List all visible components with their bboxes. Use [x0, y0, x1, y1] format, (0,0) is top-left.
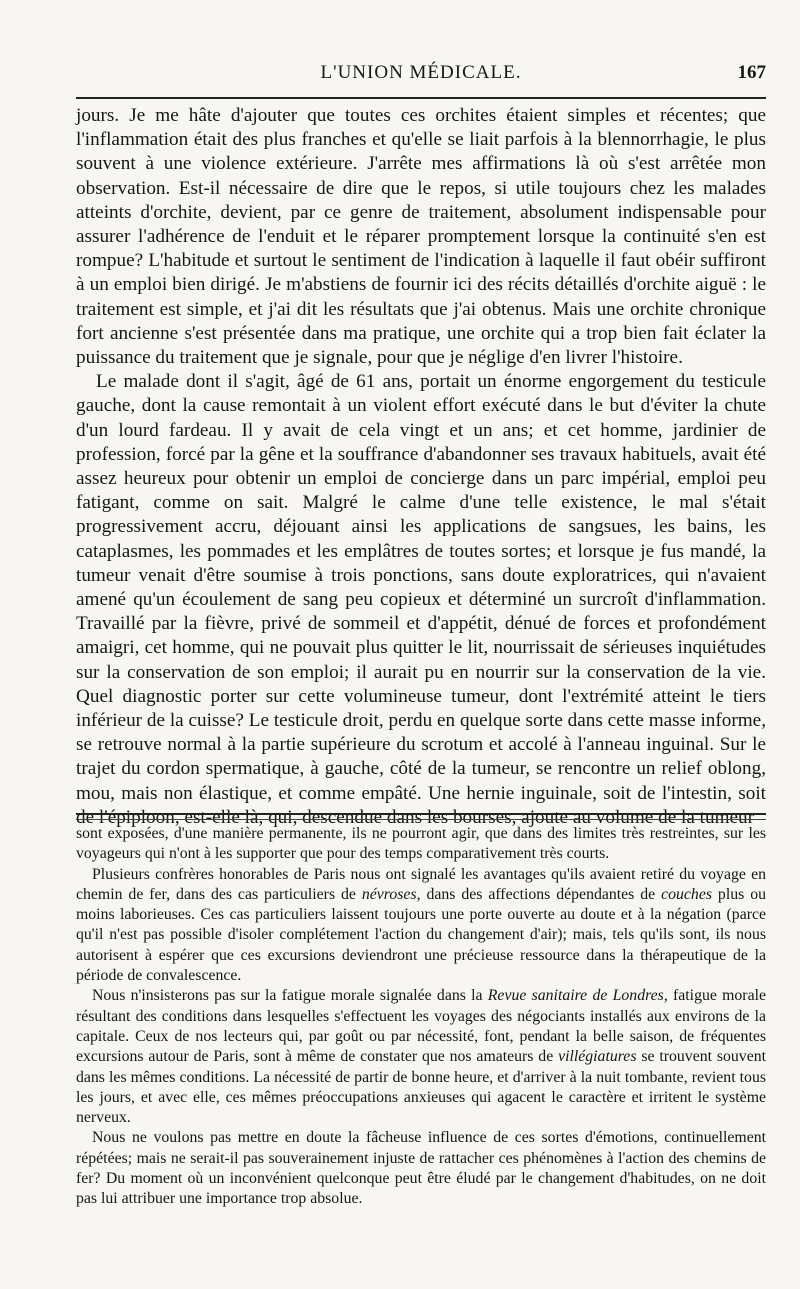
note-text: , dans des affections dépendantes de [416, 885, 662, 903]
journal-title: L'UNION MÉDICALE. [320, 62, 522, 83]
note-emphasis: névroses [361, 885, 417, 903]
header-rule [76, 97, 766, 99]
note-paragraph-4: Nous ne voulons pas mettre en doute la fâcheuse influence de ces sortes d'émotions, continuellement répétées; mais ne serait-il pas souverainement injuste de rattacher ces phénomènes à l'action des chemins de fer? Du moment où un inconvénient quelconque peut être éludé par le changement d'habitudes, on ne doit pas lui attribuer une importance trop absolue. [76, 1129, 766, 1208]
note-text: se trouvent souvent dans les mêmes conditions. La nécessité de partir de bonne heure, et d'arriver à la nuit tombante, revient tous les jours, et avec elle, ces mêmes préoccupations anxieuses qui agacent le caractère et irritent le système nerveux. [76, 1048, 766, 1127]
note-text: plus ou moins laborieuses. Ces cas particuliers laissent toujours une porte ouverte au doute et à la négation (parce qu'il n'est pas possible d'isoler complétement l'action du changement d'air); mais, tels qu'ils sont, ils nous autorisent à espérer que ces excursions deviendront une précieuse ressource dans la thérapeutique de la période de convalescence. [76, 885, 766, 985]
note-paragraph-1: sont exposées, d'une manière permanente, ils ne pourront agir, que dans des limites très restreintes, sur les voyageurs qui n'ont à les supporter que pour des temps comparativement très courts. [76, 825, 766, 863]
running-header [76, 58, 766, 94]
note-paragraph-3 [76, 986, 766, 1128]
note-text: , fatigue morale résultant des conditions dans lesquelles s'effectuent les voyages des négociants installés aux environs de la capitale. Ceux de nos lecteurs qui, par goût ou par nécessité, font, pendant la belle saison, de fréquentes excursions autour de Paris, sont à même de constater que nos amateurs de [76, 987, 766, 1066]
footnote-separator [76, 813, 766, 820]
main-text [76, 104, 766, 830]
note-paragraph-2 [76, 865, 766, 987]
page-number: 167 [737, 62, 766, 83]
note-emphasis: villégiatures [558, 1048, 637, 1066]
note-emphasis: couches [661, 885, 712, 903]
note-emphasis: Revue sanitaire de Londres [487, 987, 664, 1005]
main-paragraph-2: Le malade dont il s'agit, âgé de 61 ans, portait un énorme engorgement du testicule gauche, dont la cause remontait à un violent effort exécuté dans le but d'éviter la chute d'un lourd fardeau. Il y avait de cela vingt et un ans; et cet homme, jardinier de profession, forcé par la gêne et la souffrance d'abandonner ses travaux habituels, avait été assez heureux pour obtenir un emploi de concierge dans un parc impérial, emploi peu fatigant, comme on sait. Malgré le calme d'une telle existence, le mal s'était progressivement accru, déjouant ainsi les applications de sangsues, les bains, les cataplasmes, les pommades et les emplâtres de toutes sortes; et lorsque je fus mandé, la tumeur venait d'être soumise à trois ponctions, sans doute exploratrices, qui n'avaient amené qu'un écoulement de sang peu copieux et déterminé un surcroît d'inflammation. Travaillé par la fièvre, privé de sommeil et d'appétit, dénué de forces et profondément amaigri, cet homme, qui ne pouvait plus quitter le lit, nourrissait de sérieuses inquiétudes sur la conservation de son emploi; il aurait pu en nourrir sur la conservation de la vie. Quel diagnostic porter sur cette volumineuse tumeur, dont l'extrémité atteint le tiers inférieur de la cuisse? Le testicule droit, perdu en quelque sorte dans cette masse informe, se retrouve normal à la partie supérieure du scrotum et accolé à l'anneau inguinal. Sur le trajet du cordon spermatique, à gauche, côté de la tumeur, se rencontre un relief oblong, mou, mais non élastique, et comme empâté. Une hernie inguinale, soit de l'intestin, soit de l'épiploon, est-elle là, qui, descendue dans les bourses, ajoute au volume de la tumeur [76, 371, 766, 828]
note-text: Plusieurs confrères honorables de Paris nous ont signalé les avantages qu'ils avaient retiré du voyage en chemin de fer, dans des cas particuliers de [76, 865, 766, 903]
main-paragraph-1: jours. Je me hâte d'ajouter que toutes ces orchites étaient simples et récentes; que l'inflammation était des plus franches et qu'elle se liait parfois à la blennorrhagie, le plus souvent à une violence extérieure. J'arrête mes affirmations là où s'est arrêtée mon observation. Est-il nécessaire de dire que le repos, si utile toujours chez les malades atteints d'orchite, devient, par ce genre de traitement, absolument indispensable pour assurer l'adhérence de l'enduit et le réparer promptement lorsque la continuité s'en est rompue? L'habitude et surtout le sentiment de l'indication à laquelle il faut obéir suffiront à un emploi bien dirigé. Je m'abstiens de fournir ici des récits détaillés d'orchite aiguë : le traitement est simple, et j'ai dit les résultats que j'ai obtenus. Mais une orchite chronique fort ancienne s'est présentée dans ma pratique, une orchite qui a trop bien fait éclater la puissance du traitement que je signale, pour que je néglige d'en livrer l'histoire. [76, 105, 766, 369]
note-text: Nous n'insisterons pas sur la fatigue morale signalée dans la [92, 987, 488, 1005]
footnote-text [76, 824, 766, 1210]
